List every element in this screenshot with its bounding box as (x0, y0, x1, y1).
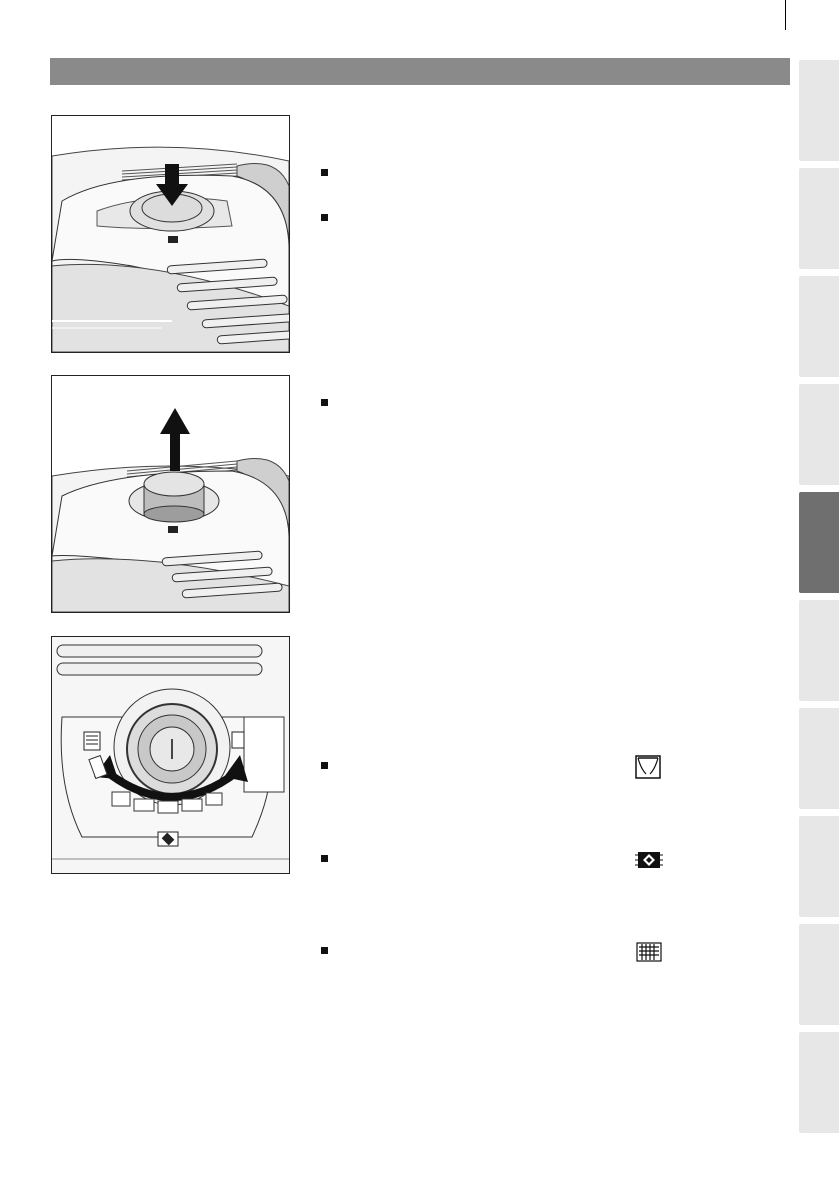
side-tab-1[interactable] (799, 60, 839, 161)
side-tab-3[interactable] (799, 276, 839, 377)
section-header-band (50, 58, 790, 85)
crop-mark (785, 0, 786, 30)
bullet-5 (321, 855, 328, 862)
figure-rotate-dial (51, 636, 290, 874)
bullet-2 (321, 214, 328, 221)
bullet-3 (321, 399, 328, 406)
bullet-1 (321, 169, 328, 176)
side-tab-6[interactable] (799, 600, 839, 701)
figure-press-dial (51, 115, 290, 353)
pull-up-dial-illustration (52, 376, 289, 612)
curtain-icon (635, 755, 661, 779)
bullet-4 (321, 762, 328, 769)
grid-lines-icon (636, 942, 662, 962)
diamond-frame-icon (635, 850, 663, 870)
side-tab-5-active[interactable] (799, 492, 839, 593)
side-tab-9[interactable] (799, 924, 839, 1025)
side-tab-10[interactable] (799, 1032, 839, 1133)
side-tab-8[interactable] (799, 816, 839, 917)
grid-lines-icon (84, 732, 100, 750)
figure-pull-dial (51, 375, 290, 613)
press-down-dial-illustration (52, 116, 289, 352)
side-tab-2[interactable] (799, 168, 839, 269)
bullet-6 (321, 947, 328, 954)
rotate-dial-illustration (52, 637, 289, 873)
side-tab-4[interactable] (799, 384, 839, 485)
side-tab-7[interactable] (799, 708, 839, 809)
